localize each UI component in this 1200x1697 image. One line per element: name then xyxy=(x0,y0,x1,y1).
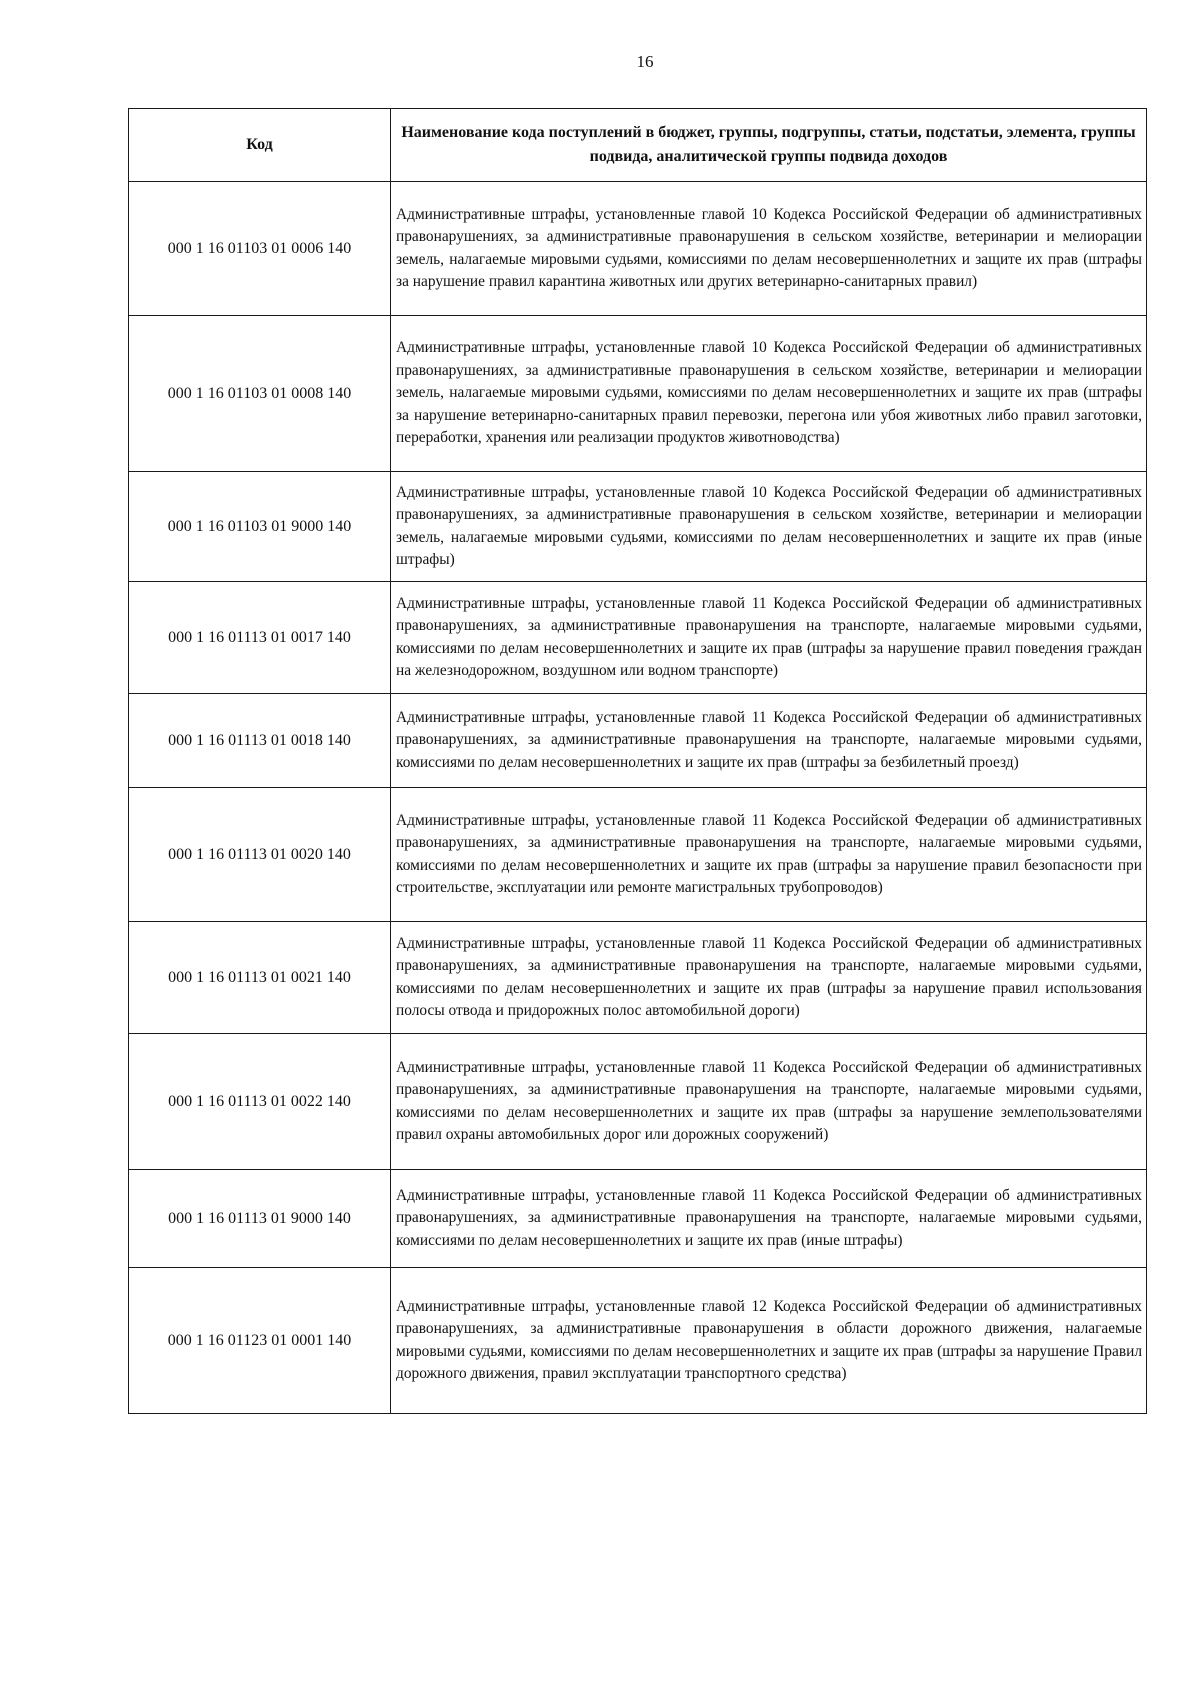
row-code: 000 1 16 01103 01 0006 140 xyxy=(129,182,391,316)
row-code: 000 1 16 01113 01 0020 140 xyxy=(129,788,391,922)
row-name: Административные штрафы, установленные главой 12 Кодекса Российской Федерации об административных правонарушениях, за административные правонарушения в области дорожного движения, налагаемые мировыми судьями, комиссиями по делам несовершеннолетних и защите их прав (штрафы за нарушение Правил дорожного движения, правил эксплуатации транспортного средства) xyxy=(391,1268,1147,1414)
row-code: 000 1 16 01103 01 9000 140 xyxy=(129,472,391,582)
income-codes-table xyxy=(128,108,1147,1414)
header-name: Наименование кода поступлений в бюджет, группы, подгруппы, статьи, подстатьи, элемента, группы подвида, аналитической группы подвида доходов xyxy=(391,109,1147,182)
table-row xyxy=(129,1034,1147,1170)
row-name: Административные штрафы, установленные главой 11 Кодекса Российской Федерации об административных правонарушениях, за административные правонарушения на транспорте, налагаемые мировыми судьями, комиссиями по делам несовершеннолетних и защите их прав (штрафы за нарушение правил безопасности при строительстве, эксплуатации или ремонте магистральных трубопроводов) xyxy=(391,788,1147,922)
row-name: Административные штрафы, установленные главой 11 Кодекса Российской Федерации об административных правонарушениях, за административные правонарушения на транспорте, налагаемые мировыми судьями, комиссиями по делам несовершеннолетних и защите их прав (иные штрафы) xyxy=(391,1170,1147,1268)
row-code: 000 1 16 01113 01 0018 140 xyxy=(129,694,391,788)
header-code: Код xyxy=(129,109,391,182)
table-row xyxy=(129,582,1147,694)
table-row xyxy=(129,694,1147,788)
row-name: Административные штрафы, установленные главой 11 Кодекса Российской Федерации об административных правонарушениях, за административные правонарушения на транспорте, налагаемые мировыми судьями, комиссиями по делам несовершеннолетних и защите их прав (штрафы за нарушение правил использования полосы отвода и придорожных полос автомобильной дороги) xyxy=(391,922,1147,1034)
row-code: 000 1 16 01113 01 0022 140 xyxy=(129,1034,391,1170)
table-row xyxy=(129,1170,1147,1268)
row-name: Административные штрафы, установленные главой 10 Кодекса Российской Федерации об административных правонарушениях, за административные правонарушения в сельском хозяйстве, ветеринарии и мелиорации земель, налагаемые мировыми судьями, комиссиями по делам несовершеннолетних и защите их прав (штрафы за нарушение ветеринарно-санитарных правил перевозки, перегона или убоя животных либо правил заготовки, переработки, хранения или реализации продуктов животноводства) xyxy=(391,316,1147,472)
row-name: Административные штрафы, установленные главой 11 Кодекса Российской Федерации об административных правонарушениях, за административные правонарушения на транспорте, налагаемые мировыми судьями, комиссиями по делам несовершеннолетних и защите их прав (штрафы за нарушение землепользователями правил охраны автомобильных дорог или дорожных сооружений) xyxy=(391,1034,1147,1170)
table-row xyxy=(129,922,1147,1034)
table-row xyxy=(129,1268,1147,1414)
row-name: Административные штрафы, установленные главой 11 Кодекса Российской Федерации об административных правонарушениях, за административные правонарушения на транспорте, налагаемые мировыми судьями, комиссиями по делам несовершеннолетних и защите их прав (штрафы за безбилетный проезд) xyxy=(391,694,1147,788)
row-code: 000 1 16 01113 01 0021 140 xyxy=(129,922,391,1034)
table-header-row xyxy=(129,109,1147,182)
row-name: Административные штрафы, установленные главой 10 Кодекса Российской Федерации об административных правонарушениях, за административные правонарушения в сельском хозяйстве, ветеринарии и мелиорации земель, налагаемые мировыми судьями, комиссиями по делам несовершеннолетних и защите их прав (штрафы за нарушение правил карантина животных или других ветеринарно-санитарных правил) xyxy=(391,182,1147,316)
row-name: Административные штрафы, установленные главой 11 Кодекса Российской Федерации об административных правонарушениях, за административные правонарушения на транспорте, налагаемые мировыми судьями, комиссиями по делам несовершеннолетних и защите их прав (штрафы за нарушение правил поведения граждан на железнодорожном, воздушном или водном транспорте) xyxy=(391,582,1147,694)
row-code: 000 1 16 01113 01 0017 140 xyxy=(129,582,391,694)
page-number: 16 xyxy=(636,52,654,71)
table-row xyxy=(129,472,1147,582)
table-row xyxy=(129,788,1147,922)
row-name: Административные штрафы, установленные главой 10 Кодекса Российской Федерации об административных правонарушениях, за административные правонарушения в сельском хозяйстве, ветеринарии и мелиорации земель, налагаемые мировыми судьями, комиссиями по делам несовершеннолетних и защите их прав (иные штрафы) xyxy=(391,472,1147,582)
table-row xyxy=(129,316,1147,472)
row-code: 000 1 16 01113 01 9000 140 xyxy=(129,1170,391,1268)
table-row xyxy=(129,182,1147,316)
row-code: 000 1 16 01123 01 0001 140 xyxy=(129,1268,391,1414)
row-code: 000 1 16 01103 01 0008 140 xyxy=(129,316,391,472)
